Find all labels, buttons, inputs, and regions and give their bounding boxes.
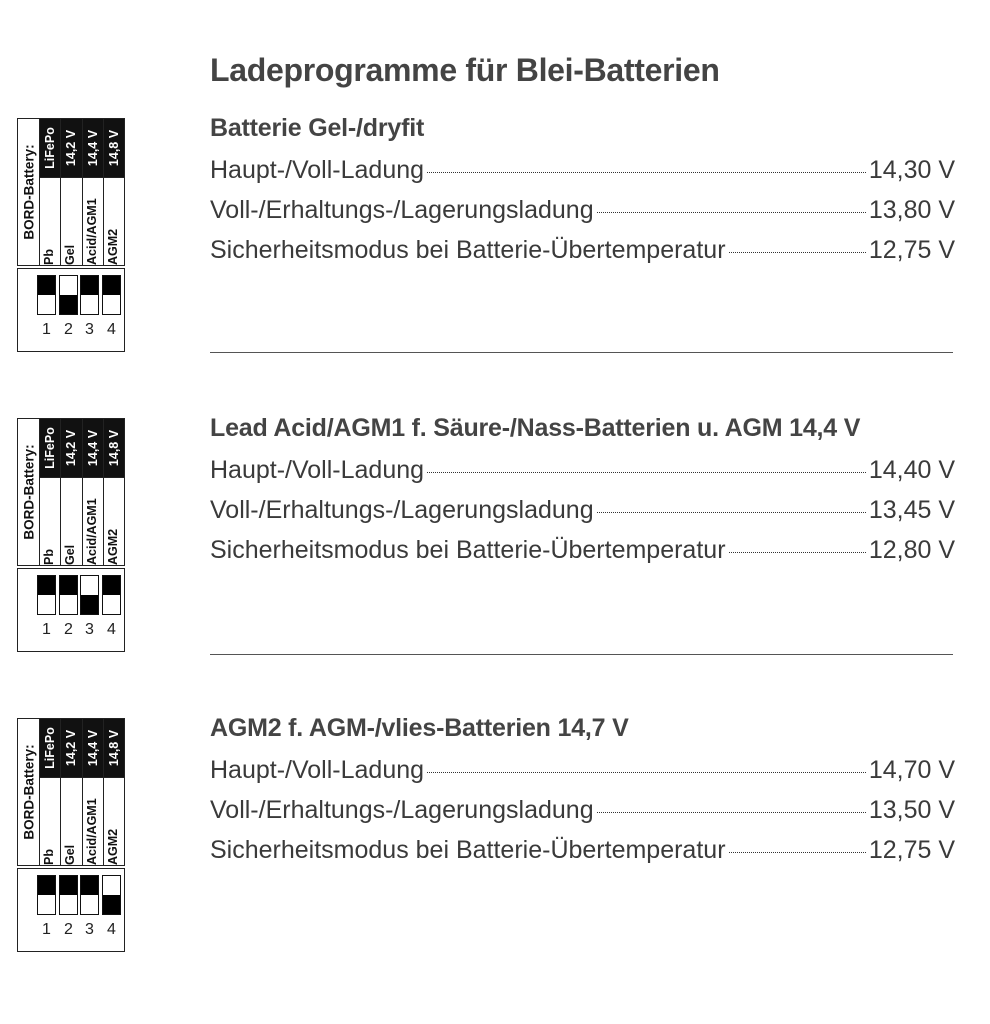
battery-column-voltage: 14,8 V (106, 429, 121, 467)
dip-switch-knob (81, 595, 98, 614)
battery-column-type: Pb (42, 549, 57, 565)
dip-switch-number: 4 (107, 921, 116, 938)
battery-type-table (17, 118, 125, 266)
charge-row (210, 156, 955, 190)
page-title: Ladeprogramme für Blei-Batterien (210, 52, 720, 88)
battery-column (61, 719, 82, 865)
leader-dots (597, 812, 866, 813)
dip-switch-knob (60, 876, 77, 895)
dip-switch (102, 875, 121, 915)
charge-row (210, 756, 955, 790)
dip-switch (37, 575, 56, 615)
leader-dots (597, 212, 866, 213)
dip-switch-knob (103, 576, 120, 595)
battery-column-voltage: LiFePo (43, 127, 58, 169)
battery-column-type: Pb (42, 249, 57, 265)
battery-column-type: Gel (63, 544, 78, 565)
battery-table-header (18, 119, 40, 265)
dip-switch-block (17, 268, 125, 352)
battery-column (104, 419, 124, 565)
dip-switch-number: 2 (64, 621, 73, 638)
leader-dots (729, 252, 866, 253)
battery-column-type: Gel (63, 844, 78, 865)
battery-table-header (18, 719, 40, 865)
dip-switch (80, 875, 99, 915)
battery-column-type: Acid/AGM1 (84, 798, 99, 865)
leader-dots (729, 552, 866, 553)
dip-switch-number: 1 (42, 321, 51, 338)
battery-column-type: Acid/AGM1 (84, 498, 99, 565)
battery-column-voltage: 14,4 V (85, 429, 100, 467)
battery-column-voltage: 14,2 V (64, 429, 79, 467)
dip-switch-number: 3 (85, 321, 94, 338)
battery-column-type: AGM2 (105, 228, 120, 265)
battery-column (83, 719, 104, 865)
dip-switch-number: 3 (85, 921, 94, 938)
dip-switch-number: 1 (42, 921, 51, 938)
battery-column-voltage: 14,8 V (106, 729, 121, 767)
battery-column-voltage: 14,8 V (106, 129, 121, 167)
section-divider (210, 352, 953, 353)
battery-column (83, 419, 104, 565)
dip-switch-knob (60, 576, 77, 595)
charge-value: 14,30 V (868, 156, 955, 184)
charge-row (210, 196, 955, 230)
section-title: AGM2 f. AGM-/vlies-Batterien 14,7 V (210, 714, 629, 742)
charge-value: 14,70 V (868, 756, 955, 784)
charge-label: Sicherheitsmodus bei Batterie-Übertemperatur (210, 236, 726, 264)
battery-column-voltage: 14,2 V (64, 729, 79, 767)
battery-column-type: AGM2 (105, 528, 120, 565)
battery-column-voltage: 14,4 V (85, 729, 100, 767)
dip-switch-number: 2 (64, 921, 73, 938)
dip-switch-knob (81, 876, 98, 895)
battery-column-type: Acid/AGM1 (84, 198, 99, 265)
dip-switch-knob (81, 276, 98, 295)
charge-row (210, 796, 955, 830)
dip-switch-block (17, 868, 125, 952)
dip-switch (102, 575, 121, 615)
battery-column (104, 719, 124, 865)
dip-switch-knob (103, 276, 120, 295)
battery-column-type: Gel (63, 244, 78, 265)
dip-switch-knob (38, 576, 55, 595)
battery-column (104, 119, 124, 265)
battery-type-table (17, 718, 125, 866)
battery-table-header (18, 419, 40, 565)
dip-switch-number: 4 (107, 321, 116, 338)
charge-label: Sicherheitsmodus bei Batterie-Übertemperatur (210, 836, 726, 864)
charge-value: 12,75 V (868, 836, 955, 864)
charge-row (210, 236, 955, 270)
charge-label: Haupt-/Voll-Ladung (210, 756, 425, 784)
leader-dots (427, 772, 866, 773)
charge-value: 12,80 V (868, 536, 955, 564)
dip-switch-block (17, 568, 125, 652)
charge-row (210, 456, 955, 490)
dip-switch (80, 575, 99, 615)
battery-column-type: Pb (42, 849, 57, 865)
leader-dots (729, 852, 866, 853)
dip-switch-number: 3 (85, 621, 94, 638)
charge-value: 14,40 V (868, 456, 955, 484)
charge-label: Voll-/Erhaltungs-/Lagerungsladung (210, 496, 594, 524)
dip-switch-number: 1 (42, 621, 51, 638)
battery-column-voltage: 14,2 V (64, 129, 79, 167)
charge-row (210, 536, 955, 570)
charge-value: 12,75 V (868, 236, 955, 264)
dip-switch-knob (60, 295, 77, 314)
section-divider (210, 654, 953, 655)
dip-switch (102, 275, 121, 315)
charge-label: Sicherheitsmodus bei Batterie-Übertemperatur (210, 536, 726, 564)
section-title: Batterie Gel-/dryfit (210, 114, 425, 142)
charge-value: 13,45 V (868, 496, 955, 524)
battery-column (61, 119, 82, 265)
dip-switch-number: 2 (64, 321, 73, 338)
charge-value: 13,80 V (868, 196, 955, 224)
leader-dots (427, 172, 866, 173)
battery-column (40, 419, 61, 565)
leader-dots (597, 512, 866, 513)
charge-label: Haupt-/Voll-Ladung (210, 456, 425, 484)
dip-switch (59, 575, 78, 615)
battery-table-header-label: BORD-Battery: (21, 744, 37, 840)
battery-column (61, 419, 82, 565)
battery-type-table (17, 418, 125, 566)
dip-switch-knob (103, 895, 120, 914)
dip-switch (37, 875, 56, 915)
charge-label: Voll-/Erhaltungs-/Lagerungsladung (210, 796, 594, 824)
battery-table-header-label: BORD-Battery: (21, 144, 37, 240)
battery-column (40, 119, 61, 265)
battery-column-voltage: 14,4 V (85, 129, 100, 167)
dip-switch-knob (38, 876, 55, 895)
dip-switch-number: 4 (107, 621, 116, 638)
battery-column (83, 119, 104, 265)
charge-value: 13,50 V (868, 796, 955, 824)
charge-row (210, 836, 955, 870)
dip-switch (80, 275, 99, 315)
charge-label: Voll-/Erhaltungs-/Lagerungsladung (210, 196, 594, 224)
leader-dots (427, 472, 866, 473)
section-title: Lead Acid/AGM1 f. Säure-/Nass-Batterien u. AGM 14,4 V (210, 414, 861, 442)
charge-row (210, 496, 955, 530)
battery-column-voltage: LiFePo (43, 427, 58, 469)
battery-table-header-label: BORD-Battery: (21, 444, 37, 540)
dip-switch-knob (38, 276, 55, 295)
dip-switch (37, 275, 56, 315)
dip-switch (59, 875, 78, 915)
charge-label: Haupt-/Voll-Ladung (210, 156, 425, 184)
battery-column (40, 719, 61, 865)
battery-column-type: AGM2 (105, 828, 120, 865)
dip-switch (59, 275, 78, 315)
battery-column-voltage: LiFePo (43, 727, 58, 769)
